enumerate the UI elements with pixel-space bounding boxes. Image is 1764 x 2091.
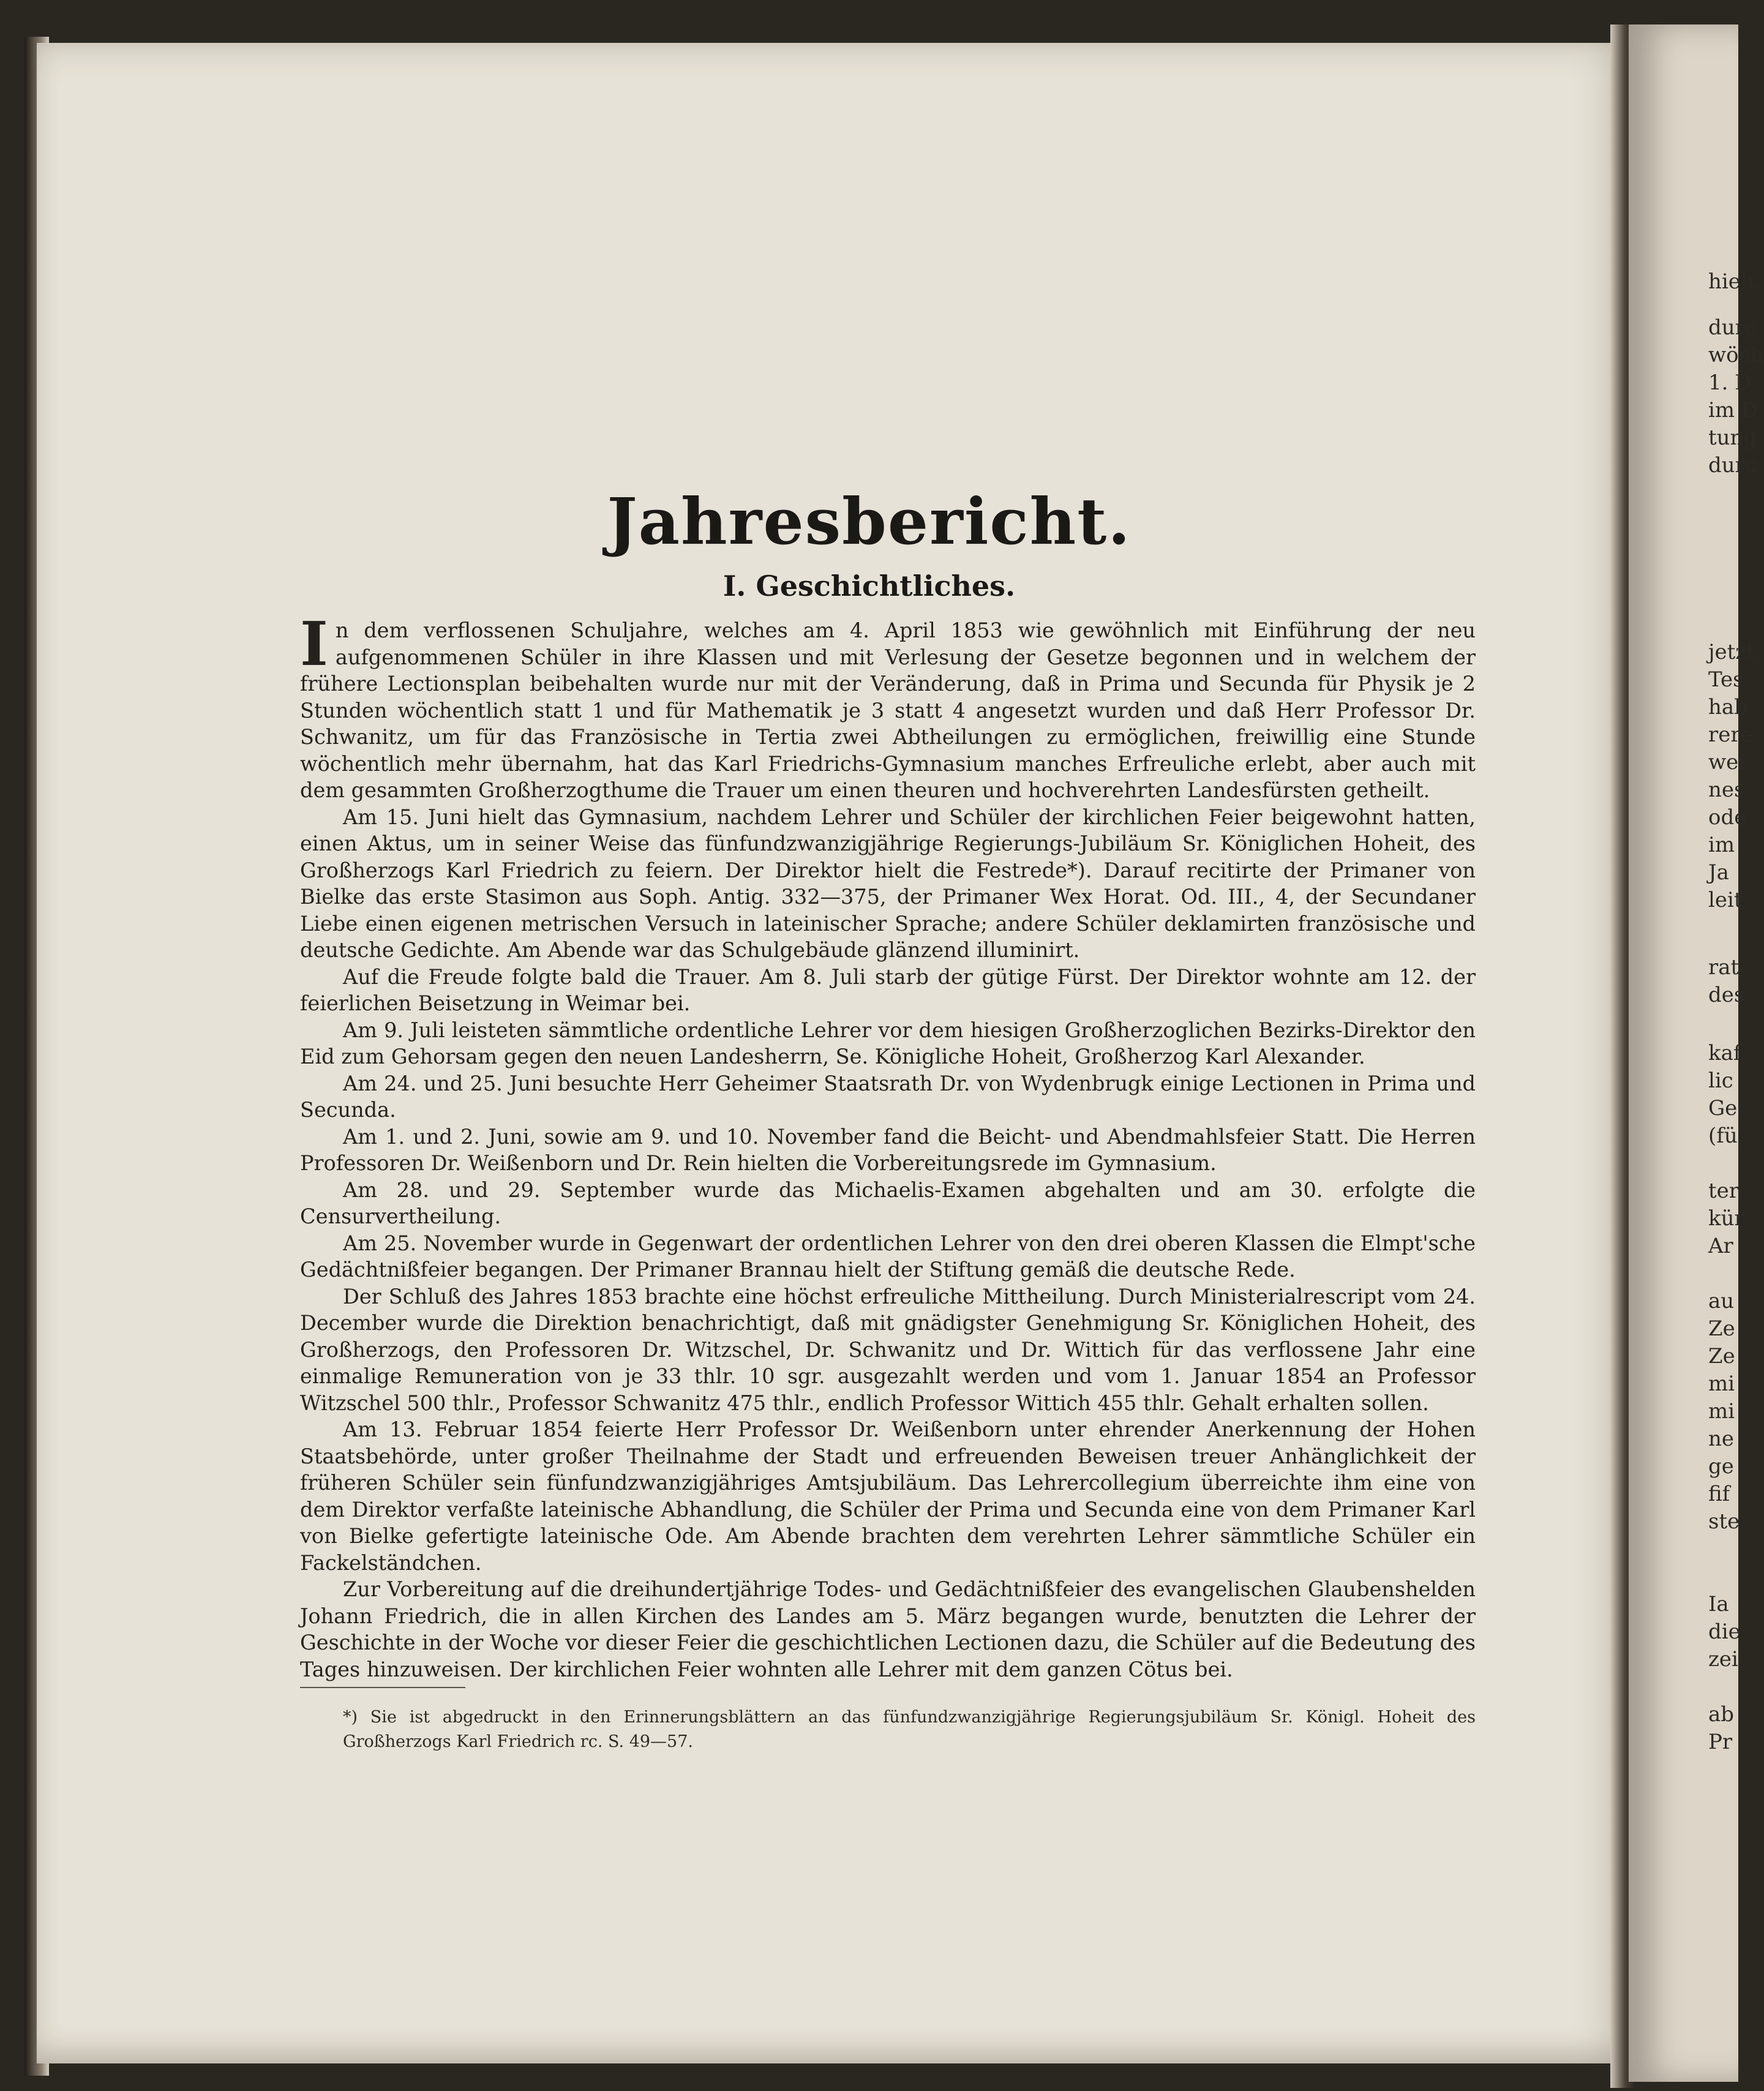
facing-fragment: tung	[1708, 426, 1757, 450]
paragraph: Am 13. Februar 1854 feierte Herr Professor Dr. Weißenborn unter ehrender Anerkennung der Hohen Staatsbehörde, unter großer Theilnahme der Stadt und erfreuenden Beweisen treuer Anhänglichkeit der früheren Schüler sein fünfundzwanzigjähriges Amtsjubiläum. Das Lehrercollegium überreichte ihm eine von dem Direktor verfaßte lateinische Abhandlung, die Schüler der Prima und Secunda eine von dem Primaner Karl von Bielke gefertigte lateinische Ode. Am Abende brachten dem verehrten Lehrer sämmtliche Schüler ein Fackelständchen.	[300, 1417, 1476, 1575]
facing-fragment: Ze	[1708, 1316, 1735, 1341]
report-body	[300, 609, 1476, 1683]
facing-fragment: Ja	[1708, 860, 1729, 885]
facing-fragment: ode	[1708, 805, 1747, 830]
facing-fragment: leit	[1708, 888, 1743, 912]
facing-fragment: rere	[1708, 723, 1753, 747]
facing-fragment: Ia	[1708, 1592, 1729, 1616]
facing-fragment: ter	[1708, 1179, 1740, 1203]
facing-fragment: durc	[1708, 315, 1757, 340]
facing-fragment: durc	[1708, 453, 1757, 478]
facing-fragment: die	[1708, 1620, 1741, 1644]
facing-fragment: ne	[1708, 1427, 1735, 1451]
facing-fragment: nes	[1708, 778, 1745, 802]
facing-fragment: Ar	[1708, 1234, 1733, 1258]
paragraph: Am 15. Juni hielt das Gymnasium, nachdem Lehrer und Schüler der kirchlichen Feier beigewohnt hatten, einen Aktus, um in seiner Weise das fünfundzwanzigjährige Regierungs-Jubiläum Sr. Königlichen Hoheit, des Großherzogs Karl Friedrich zu feiern. Der Direktor hielt die Festrede*). Darauf recitirte der Primaner von Bielke das erste Stasimon aus Soph. Antig. 332—375, der Primaner Wex Horat. Od. III., 4, der Secundaner Liebe einen eigenen metrischen Versuch in lateinischer Sprache; andere Schüler deklamirten französische und deutsche Gedichte. Am Abende war das Schulgebäude glänzend illuminirt.	[300, 805, 1476, 962]
facing-fragment: kür	[1708, 1206, 1744, 1231]
facing-fragment: im	[1708, 833, 1735, 857]
paragraph: Am 24. und 25. Juni besuchte Herr Geheimer Staatsrath Dr. von Wydenbrugk einige Lectionen in Prima und Secunda.	[300, 1071, 1476, 1122]
facing-fragment: ste	[1708, 1509, 1740, 1534]
facing-fragment: mi	[1708, 1399, 1735, 1424]
facing-fragment: Ge	[1708, 1096, 1738, 1121]
facing-fragment: ge	[1708, 1454, 1734, 1479]
facing-fragment: 1. D	[1708, 370, 1752, 395]
facing-fragment: jetzt	[1708, 640, 1755, 664]
facing-fragment: zei	[1708, 1647, 1738, 1672]
facing-fragment: wei	[1708, 750, 1746, 775]
facing-fragment: Ze	[1708, 1344, 1735, 1368]
paragraph: Am 1. und 2. Juni, sowie am 9. und 10. November fand die Beicht- und Abendmahlsfeier Statt. Die Herren Professoren Dr. Weißenborn und Dr. Rein hielten die Vorbereitungsrede im Gymnasium.	[300, 1124, 1476, 1175]
footnote-rule	[300, 1687, 465, 1688]
facing-fragment: Pr	[1708, 1730, 1733, 1754]
paragraph: Der Schluß des Jahres 1853 brachte eine höchst erfreuliche Mittheilung. Durch Ministerialrescript vom 24. December wurde die Direktion benachrichtigt, daß mit gnädigster Genehmigung Sr. Königlichen Hoheit, des Großherzogs, den Professoren Dr. Witzschel, Dr. Schwanitz und Dr. Wittich für das verflossene Jahr eine einmalige Remuneration von je 33 thlr. 10 sgr. ausgezahlt werden und vom 1. Januar 1854 an Professor Witzschel 500 thlr., Professor Schwanitz 475 thlr., endlich Professor Wittich 455 thlr. Gehalt erhalten sollen.	[300, 1284, 1476, 1415]
facing-fragment: rat	[1708, 955, 1740, 980]
facing-fragment: Tes	[1708, 667, 1744, 692]
paragraph: Am 25. November wurde in Gegenwart der ordentlichen Lehrer von den drei oberen Klassen die Elmpt'sche Gedächtnißfeier begangen. Der Primaner Brannau hielt der Stiftung gemäß die deutsche Rede.	[300, 1231, 1476, 1282]
paragraph: In dem verflossenen Schuljahre, welches am 4. April 1853 wie gewöhnlich mit Einführung der neu aufgenommenen Schüler in ihre Klassen und mit Verlesung der Gesetze begonnen und in welchem der frühere Lectionsplan beibehalten wurde nur mit der Veränderung, daß in Prima und Secunda für Physik je 2 Stunden wöchentlich statt 1 und für Mathematik je 3 statt 4 angesetzt wurden und daß Herr Professor Dr. Schwanitz, um für das Französische in Tertia zwei Abtheilungen zu ermöglichen, freiwillig eine Stunde wöchentlich mehr übernahm, hat das Karl Friedrichs-Gymnasium manches Erfreuliche erlebt, aber auch mit dem gesammten Großherzogthume die Trauer um einen theuren und hochverehrten Landesfürsten getheilt.	[300, 609, 1476, 802]
paragraph: Am 9. Juli leisteten sämmtliche ordentliche Lehrer vor dem hiesigen Großherzoglichen Bezirks-Direktor den Eid zum Gehorsam gegen den neuen Landesherrn, Se. Königliche Hoheit, Großherzog Karl Alexander.	[300, 1018, 1476, 1068]
facing-fragment: au	[1708, 1289, 1735, 1313]
document-title: Jahresbericht.	[607, 484, 1132, 559]
facing-fragment: fif	[1708, 1482, 1730, 1506]
facing-page	[1629, 24, 1764, 2082]
footnote: *) Sie ist abgedruckt in den Erinnerungsblättern an das fünfundzwanzigjährige Regierungsjubiläum Sr. Königl. Hoheit des Großherzogs Karl Friedrich rc. S. 49—57.	[343, 1708, 1476, 1751]
facing-fragment: (fü	[1708, 1124, 1738, 1148]
facing-fragment: des	[1708, 983, 1745, 1007]
paragraph: Zur Vorbereitung auf die dreihundertjährige Todes- und Gedächtnißfeier des evangelischen Glaubenshelden Johann Friedrich, die in allen Kirchen des Landes am 5. März begangen wurde, benutzten die Lehrer der Geschichte in der Woche vor dieser Feier die geschichtlichen Lectionen dazu, die Schüler auf die Bedeutung des Tages hinzuweisen. Der kirchlichen Feier wohnten alle Lehrer mit dem ganzen Cötus bei.	[300, 1577, 1476, 1681]
section-heading: I. Geschichtliches.	[722, 569, 1016, 603]
facing-fragment: wöch	[1708, 343, 1764, 367]
facing-fragment: lic	[1708, 1068, 1733, 1093]
facing-fragment: im D	[1708, 398, 1758, 422]
paragraph: Am 28. und 29. September wurde das Michaelis-Examen abgehalten und am 30. erfolgte die Censurvertheilung.	[300, 1177, 1476, 1228]
facing-fragment: mi	[1708, 1372, 1735, 1396]
facing-fragment: kaf	[1708, 1041, 1741, 1065]
paragraph: Auf die Freude folgte bald die Trauer. Am 8. Juli starb der gütige Fürst. Der Direktor wohnte am 12. der feierlichen Beisetzung in Weimar bei.	[300, 964, 1476, 1015]
facing-fragment: hab	[1708, 695, 1747, 719]
facing-fragment: hielt	[1708, 269, 1756, 294]
facing-fragment: ab	[1708, 1702, 1735, 1727]
